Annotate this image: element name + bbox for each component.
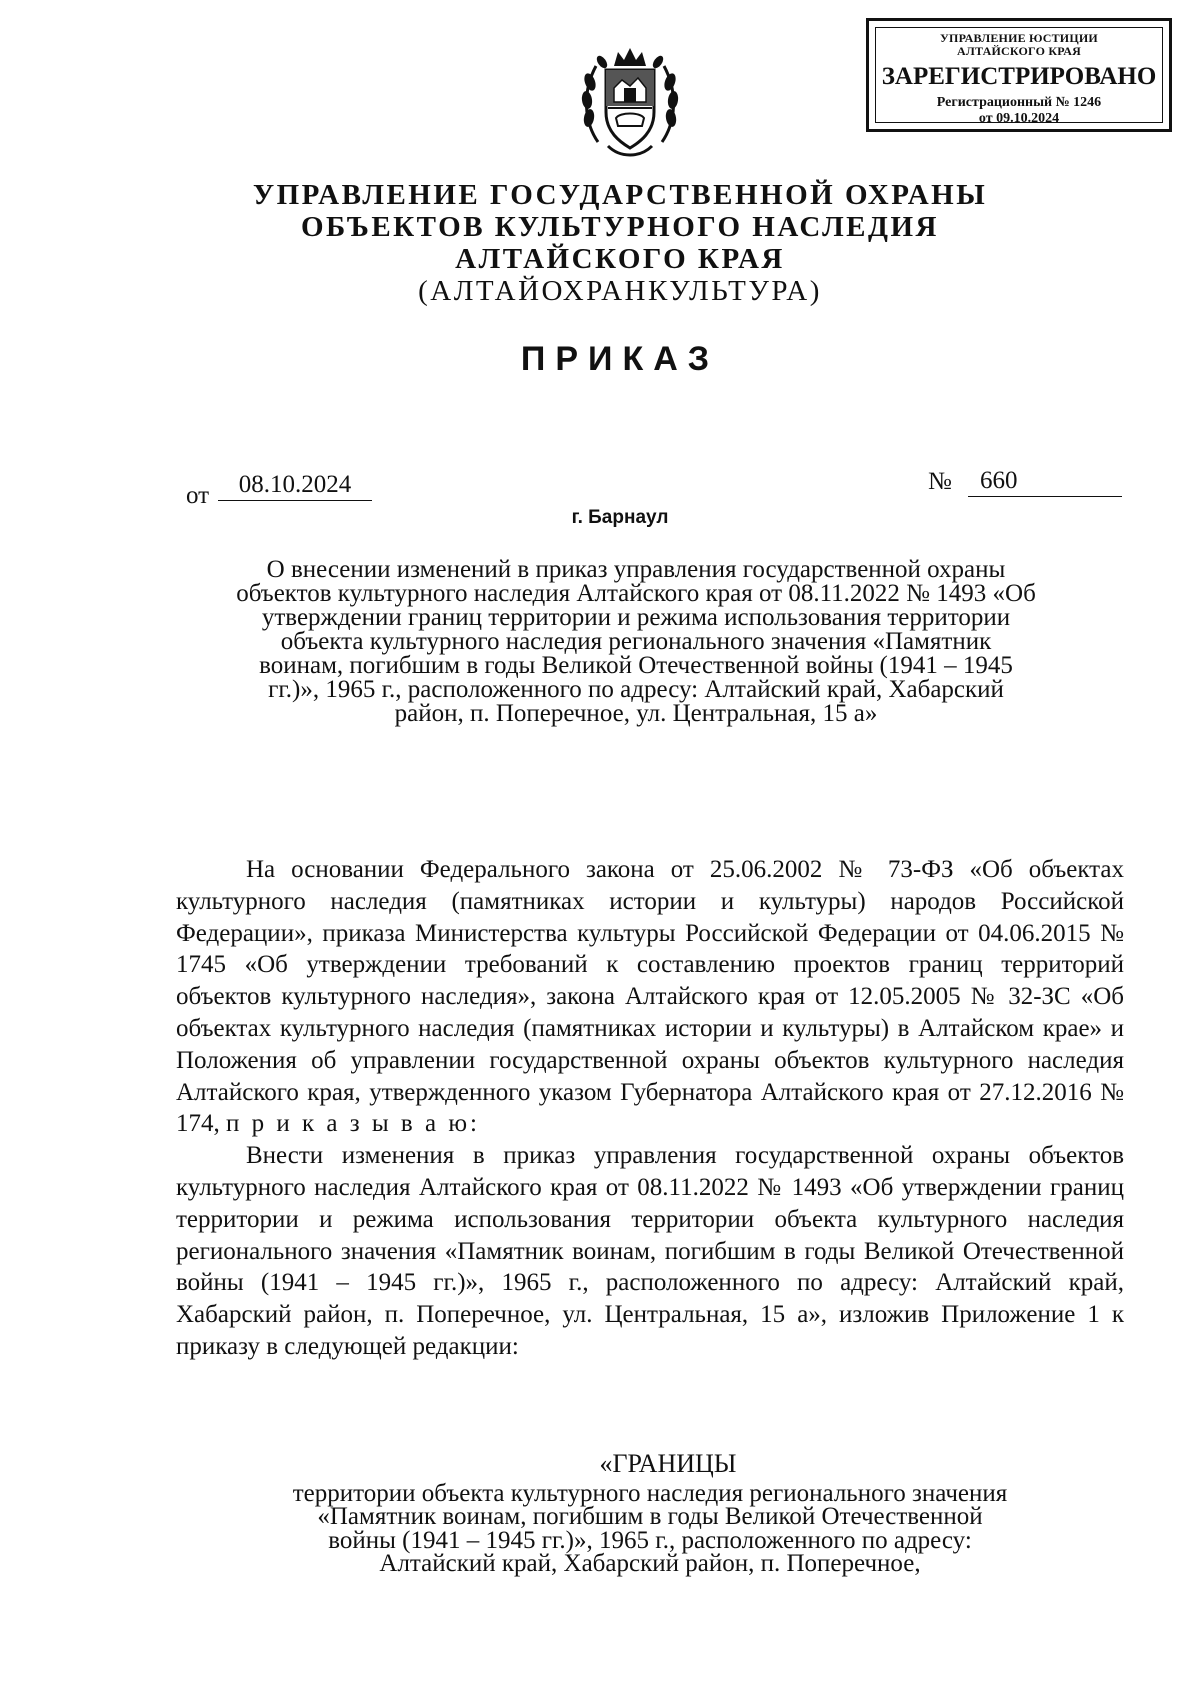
order-keyword: п р и к а з ы в а ю: (226, 1110, 480, 1138)
city: г. Барнаул (571, 507, 669, 528)
annex-line: Алтайский край, Хабарский район, п. Поперечное, (379, 1550, 921, 1577)
altai-krai-coat-of-arms-icon (578, 42, 682, 164)
agency-name-line1: УПРАВЛЕНИЕ ГОСУДАРСТВЕННОЙ ОХРАНЫ (252, 179, 988, 211)
registration-stamp (866, 18, 1172, 132)
order-subject: О внесении изменений в приказ управления государственной охраны объектов культурного наследия Алтайского края от 08.11.2022 № 1493 «Об утверждении границ территории и режима использования территории объекта культурного наследия регионального значения «Памятник воинам, погибшим в годы Великой Отечественной войны (1941 – 1945 гг.)», 1965 г., расположенного по адресу: Алтайский край, Хабарский район, п. Поперечное, ул. Центральная, 15 а» (236, 556, 1036, 727)
annex-line: «Памятник воинам, погибшим в годы Великой Отечественной (317, 1503, 983, 1530)
annex-title: «ГРАНИЦЫ (599, 1449, 737, 1478)
basis-text: На основании Федерального закона от 25.06.2002 № 73-ФЗ «Об объектах культурного наследия (памятниках истории и культуры) народов Российской Федерации», приказа Министерства культуры Российской Федерации от 04.06.2015 № 1745 «Об утверждении требований к составлению проектов границ территорий объектов культурного наследия», закона Алтайского края от 12.05.2005 № 32-ЗС «Об объектах культурного наследия (памятниках истории и культуры) в Алтайском крае» и Положения об управлении государственной охраны объектов культурного наследия Алтайского края, утвержденного указом Губернатора Алтайского края от 27.12.2016 № 174, (176, 856, 1124, 1138)
annex-line: войны (1941 – 1945 гг.)», 1965 г., расположенного по адресу: (328, 1526, 972, 1554)
agency-name-line2: ОБЪЕКТОВ КУЛЬТУРНОГО НАСЛЕДИЯ (301, 211, 939, 243)
annex-heading (180, 1449, 1120, 1577)
order-number: 660 (968, 466, 1122, 497)
order-body (176, 854, 1124, 1363)
registration-stamp-frame (875, 27, 1163, 126)
stamp-reg-date: от 09.10.2024 (978, 111, 1060, 126)
body-paragraph-changes: Внести изменения в приказ управления государственной охраны объектов культурного наследия Алтайского края от 08.11.2022 № 1493 «Об утверждении границ территории и режима использования территории объекта культурного наследия регионального значения «Памятник воинам, погибшим в годы Великой Отечественной войны (1941 – 1945 гг.)», 1965 г., расположенного по адресу: Алтайский край, Хабарский район, п. Поперечное, ул. Центральная, 15 а», изложив Приложение 1 к приказу в следующей редакции: (176, 1142, 1124, 1360)
order-date: 08.10.2024 (218, 470, 372, 501)
stamp-org-line2: АЛТАЙСКОГО КРАЯ (957, 44, 1081, 58)
date-prefix: от (186, 482, 210, 509)
stamp-org-line1: УПРАВЛЕНИЕ ЮСТИЦИИ (940, 31, 1098, 45)
number-prefix: № (928, 468, 952, 495)
stamp-status: ЗАРЕГИСТРИРОВАНО (881, 63, 1157, 90)
agency-name-line3: АЛТАЙСКОГО КРАЯ (455, 243, 785, 275)
document-type-title: ПРИКАЗ (520, 340, 720, 378)
agency-short-name: (АЛТАЙОХРАНКУЛЬТУРА) (418, 275, 822, 307)
body-paragraph-basis (176, 854, 1124, 1140)
stamp-reg-number: Регистрационный № 1246 (936, 95, 1102, 110)
annex-line: территории объекта культурного наследия регионального значения (292, 1479, 1008, 1507)
